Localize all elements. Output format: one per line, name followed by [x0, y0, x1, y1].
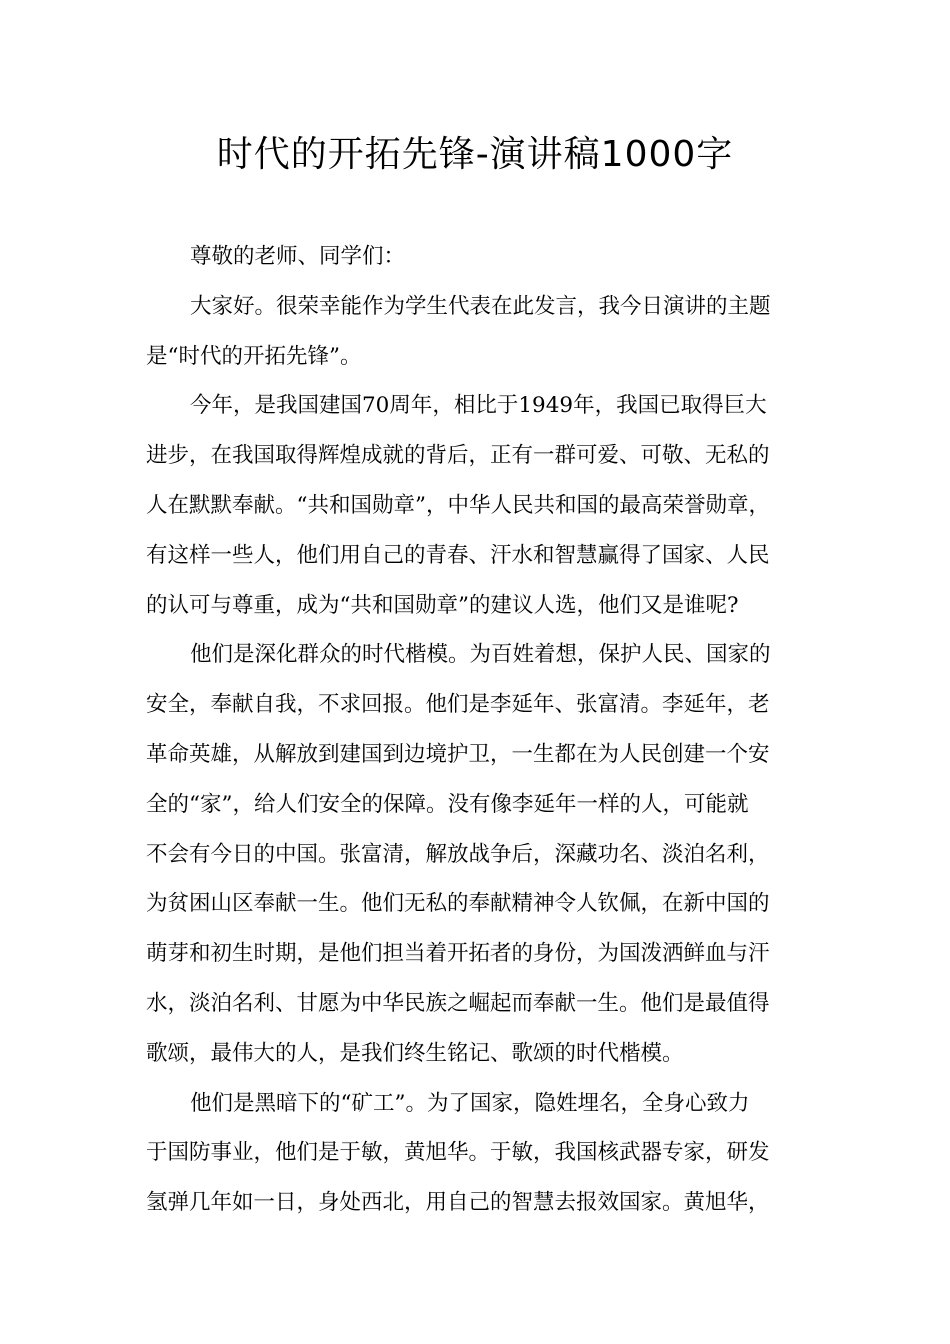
body-line: 革命英雄，从解放到建国到边境护卫，一生都在为人民创建一个安	[146, 741, 770, 767]
body-line: 的认可与尊重，成为“共和国勋章”的建议人选，他们又是谁呢?	[146, 592, 739, 618]
body-line: 他们是深化群众的时代楷模。为百姓着想，保护人民、国家的	[190, 642, 771, 668]
body-line: 为贫困山区奉献一生。他们无私的奉献精神令人钦佩，在新中国的	[146, 891, 770, 917]
document-body	[146, 232, 826, 1228]
body-line: 不会有今日的中国。张富清，解放战争后，深藏功名、淡泊名利，	[146, 841, 770, 867]
body-line: 尊敬的老师、同学们：	[190, 244, 406, 269]
body-line: 于国防事业，他们是于敏，黄旭华。于敏，我国核武器专家，研发	[146, 1140, 770, 1166]
body-line: 有这样一些人，他们用自己的青春、汗水和智慧赢得了国家、人民	[146, 542, 770, 568]
body-line: 他们是黑暗下的“矿工”。为了国家，隐姓埋名，全身心致力	[190, 1090, 750, 1116]
body-line: 是“时代的开拓先锋”。	[146, 343, 362, 369]
body-line: 氢弹几年如一日，身处西北，用自己的智慧去报效国家。黄旭华，	[146, 1190, 770, 1216]
body-line: 进步，在我国取得辉煌成就的背后，正有一群可爱、可敬、无私的	[146, 443, 770, 469]
body-line: 安全，奉献自我，不求回报。他们是李延年、张富清。李延年，老	[146, 692, 770, 718]
body-line: 今年，是我国建国70周年，相比于1949年，我国已取得巨大	[190, 393, 767, 419]
body-line: 萌芽和初生时期，是他们担当着开拓者的身份，为国泼洒鲜血与汗	[146, 941, 770, 967]
document-title: 时代的开拓先锋-演讲稿1000字	[216, 134, 734, 175]
body-line: 大家好。很荣幸能作为学生代表在此发言，我今日演讲的主题	[190, 293, 771, 319]
body-line: 全的“家”，给人们安全的保障。没有像李延年一样的人，可能就	[146, 791, 749, 817]
body-line: 人在默默奉献。“共和国勋章”，中华人民共和国的最高荣誉勋章，	[146, 492, 770, 518]
body-line: 歌颂，最伟大的人，是我们终生铭记、歌颂的时代楷模。	[146, 1040, 684, 1066]
body-line: 水，淡泊名利、甘愿为中华民族之崛起而奉献一生。他们是最值得	[146, 990, 770, 1016]
